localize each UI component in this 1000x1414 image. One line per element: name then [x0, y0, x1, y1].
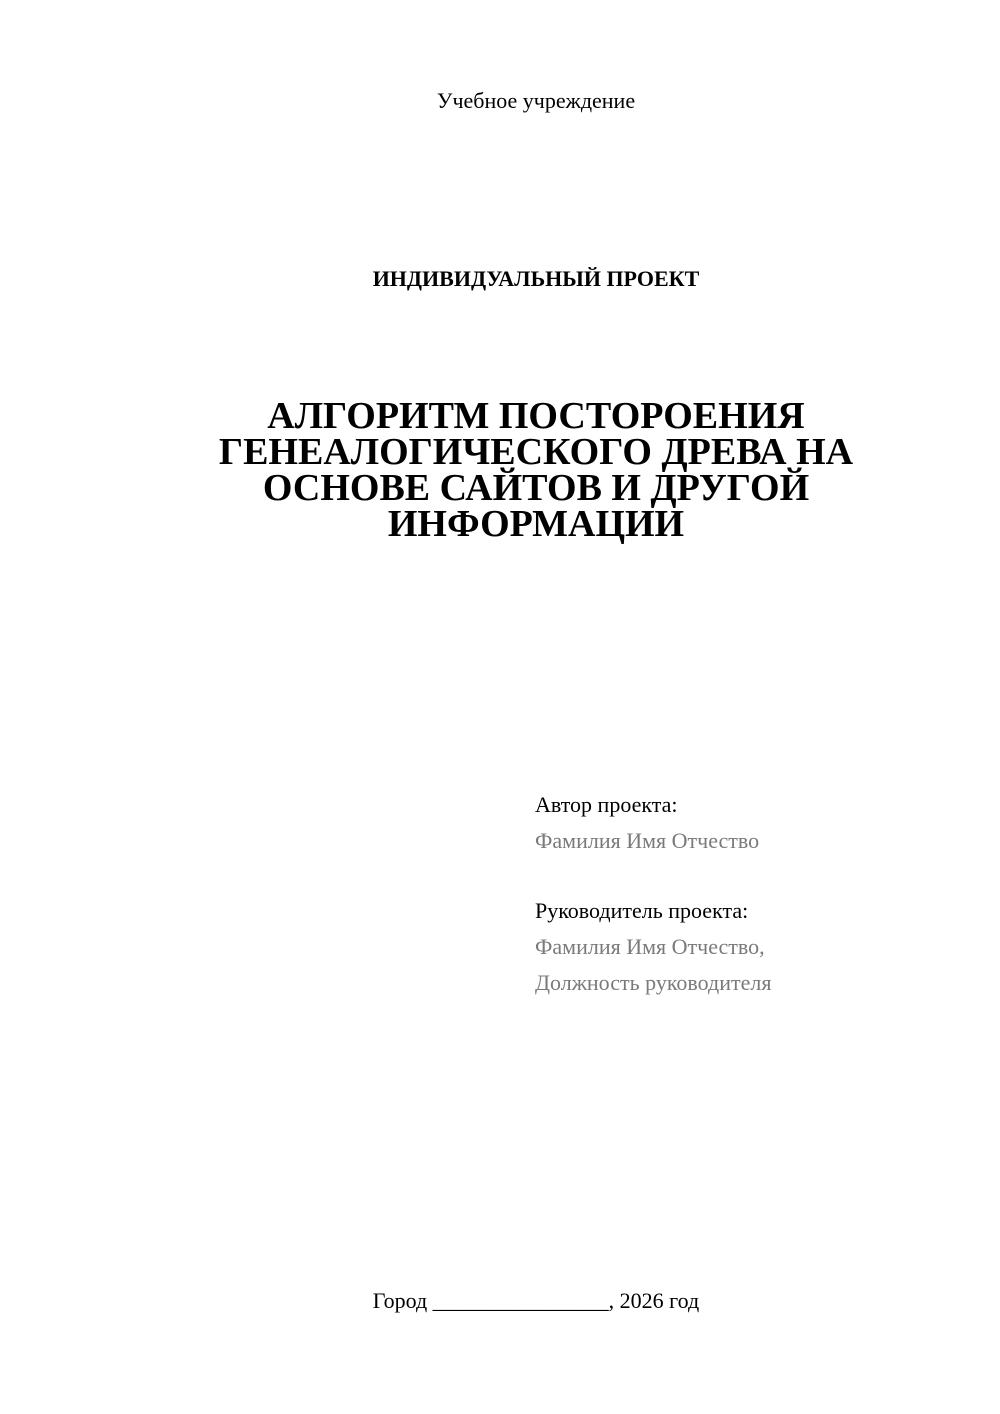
author-label: Автор проекта: — [535, 792, 678, 817]
supervisor-position-placeholder: Должность руководителя — [535, 970, 772, 995]
project-title — [120, 395, 952, 545]
project-title-line: ИНФОРМАЦИИ — [387, 503, 685, 545]
project-title-line: ОСНОВЕ САЙТОВ И ДРУГОЙ — [262, 467, 810, 509]
supervisor-block — [535, 893, 771, 1001]
author-block — [535, 787, 759, 859]
project-title-line: АЛГОРИТМ ПОСТОРОЕНИЯ — [267, 395, 805, 437]
supervisor-name-placeholder: Фамилия Имя Отчество, — [535, 934, 765, 959]
project-title-line: ГЕНЕАЛОГИЧЕСКОГО ДРЕВА НА — [218, 431, 854, 473]
institution-name: Учебное учреждение — [436, 88, 636, 113]
author-name-placeholder: Фамилия Имя Отчество — [535, 828, 760, 853]
supervisor-label: Руководитель проекта: — [535, 898, 749, 923]
city-year-line: Город ________________, 2026 год — [372, 1288, 700, 1313]
project-type-heading: ИНДИВИДУАЛЬНЫЙ ПРОЕКТ — [372, 266, 700, 291]
